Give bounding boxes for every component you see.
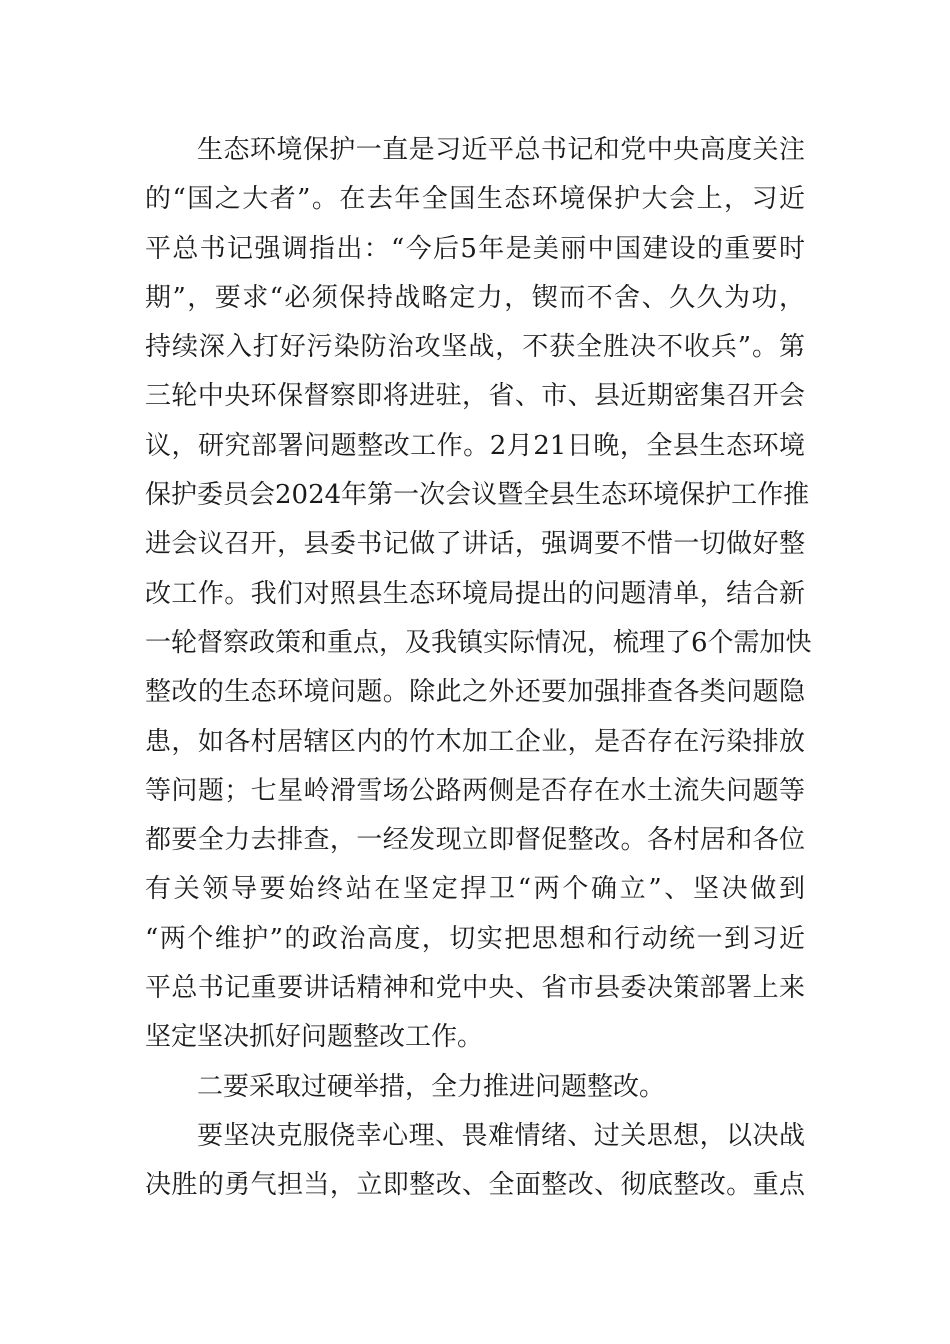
paragraph-line-18: 平总书记重要讲话精神和党中央、省市县委决策部署上来 <box>145 973 805 1004</box>
paragraph-line-5: 持续深入打好污染防治攻坚战，不获全胜决不收兵”。第 <box>145 332 805 363</box>
paragraph-line-14: 等问题；七星岭滑雪场公路两侧是否存在水土流失问题等 <box>145 775 805 806</box>
document-body <box>145 126 812 1211</box>
paragraph-line-4: 期”，要求“必须保持战略定力，锲而不舍、久久为功， <box>145 282 805 313</box>
section-heading-line: 二要采取过硬举措，全力推进问题整改。 <box>197 1071 666 1102</box>
paragraph-line-16: 有关领导要始终站在坚定捍卫“两个确立”、坚决做到 <box>145 874 805 905</box>
paragraph-line-22: 决胜的勇气担当，立即整改、全面整改、彻底整改。重点 <box>145 1170 805 1201</box>
paragraph-line-11: 一轮督察政策和重点，及我镇实际情况，梳理了6个需加快 <box>145 627 812 658</box>
paragraph-line-6: 三轮中央环保督察即将进驻，省、市、县近期密集召开会 <box>145 381 805 412</box>
paragraph-line-13: 患，如各村居辖区内的竹木加工企业，是否存在污染排放 <box>145 726 805 757</box>
paragraph-line-17: “两个维护”的政治高度，切实把思想和行动统一到习近 <box>145 923 805 954</box>
paragraph-line-21: 要坚决克服侥幸心理、畏难情绪、过关思想，以决战 <box>197 1120 805 1151</box>
paragraph-line-10: 改工作。我们对照县生态环境局提出的问题清单，结合新 <box>145 578 805 609</box>
paragraph-line-3: 平总书记强调指出：“今后5年是美丽中国建设的重要时 <box>145 233 805 264</box>
paragraph-line-1: 生态环境保护一直是习近平总书记和党中央高度关注 <box>197 135 805 165</box>
paragraph-line-2: 的“国之大者”。在去年全国生态环境保护大会上，习近 <box>145 184 805 215</box>
paragraph-line-12: 整改的生态环境问题。除此之外还要加强排查各类问题隐 <box>145 677 805 708</box>
paragraph-line-9: 进会议召开，县委书记做了讲话，强调要不惜一切做好整 <box>145 529 805 560</box>
paragraph-line-8: 保护委员会2024年第一次会议暨全县生态环境保护工作推 <box>145 480 810 511</box>
paragraph-line-15: 都要全力去排查，一经发现立即督促整改。各村居和各位 <box>145 825 805 856</box>
paragraph-line-7: 议，研究部署问题整改工作。2月21日晚，全县生态环境 <box>145 430 805 461</box>
paragraph-line-19: 坚定坚决抓好问题整改工作。 <box>145 1022 484 1053</box>
